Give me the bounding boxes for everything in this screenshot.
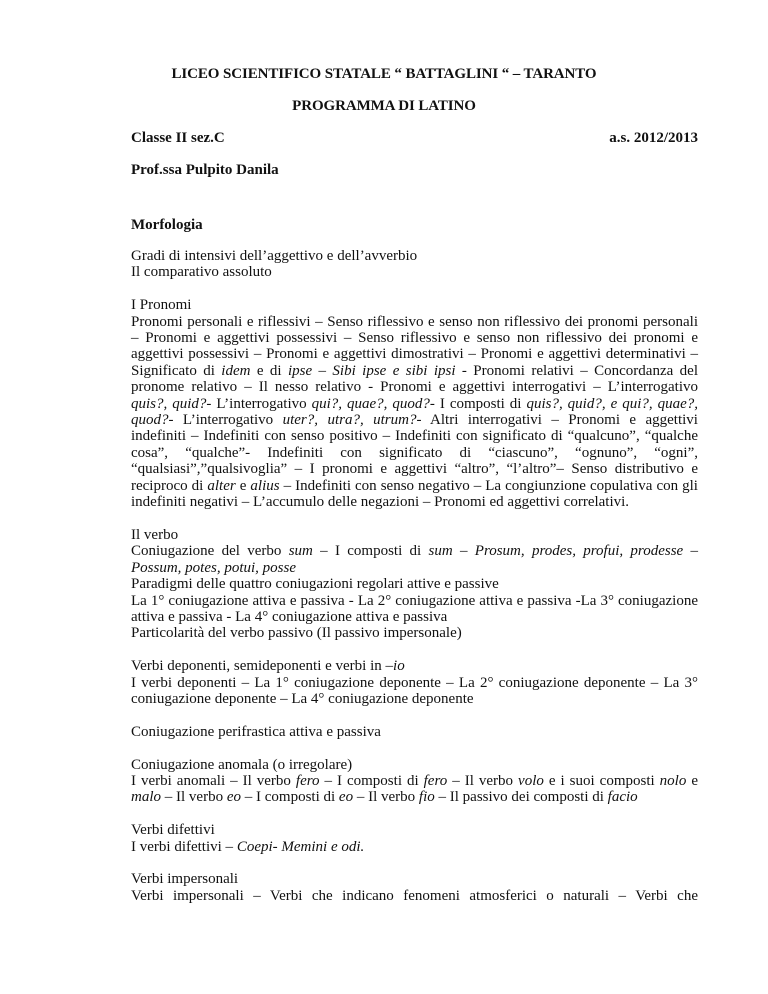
block-impersonali xyxy=(131,871,698,904)
latin-term: idem xyxy=(221,362,251,379)
latin-term: uter?, utra?, utrum? xyxy=(282,412,417,429)
text: - L’interrogativo xyxy=(168,412,283,429)
pronomi-heading: I Pronomi xyxy=(131,297,192,314)
text: Verbi deponenti, semideponenti e verbi in xyxy=(131,658,386,675)
latin-term: fio xyxy=(418,789,435,806)
text: Coniugazione del verbo xyxy=(131,543,289,560)
text: – Il verbo xyxy=(447,772,519,789)
latin-term: ipse – Sibi ipse e sibi ipsi xyxy=(287,362,456,379)
perifrastica-line: Coniugazione perifrastica attiva e passiva xyxy=(131,723,381,740)
text: - I composti di xyxy=(429,395,527,412)
text: – I composti di xyxy=(312,543,429,560)
block-difettivi xyxy=(131,822,698,855)
anomala-heading: Coniugazione anomala (o irregolare) xyxy=(131,756,353,773)
latin-term: malo xyxy=(131,789,161,806)
impersonali-heading: Verbi impersonali xyxy=(131,871,239,888)
latin-term: quis?, quid?, e qui?, quae?, quod? xyxy=(131,395,699,429)
text: - Altri interrogativi – Pronomi e aggettivi indefiniti – Indefiniti con senso positivo – Indefiniti con significato di “qualcuno”, “qualche cosa”, “qualche”- Indefiniti con significato di “ciascuno”, “ognuno”, “ogni”, “qualsiasi”,”qualsivoglia” – I pronomi e aggettivi “altro”, “l’altro”– Senso distributivo e reciproco di xyxy=(131,412,698,494)
text: e di xyxy=(250,362,288,379)
latin-term: alius xyxy=(250,477,280,494)
verbo-particolarita: Particolarità del verbo passivo (Il passivo impersonale) xyxy=(131,625,462,642)
anomala-body xyxy=(131,773,698,806)
pronomi-body xyxy=(131,314,698,511)
deponenti-heading xyxy=(131,658,698,674)
block-anomala xyxy=(131,757,698,806)
latin-term: eo xyxy=(226,789,241,806)
latin-term: volo xyxy=(518,772,544,789)
section-title: Morfologia xyxy=(131,217,203,233)
text: e xyxy=(235,477,251,494)
block-verbo xyxy=(131,527,698,642)
latin-term: Coepi- Memini e odi. xyxy=(236,838,365,855)
latin-term: fero xyxy=(423,772,448,789)
verbo-sum xyxy=(131,543,698,576)
text: – Il verbo xyxy=(353,789,419,806)
text: – I composti di xyxy=(319,772,424,789)
block-pronomi xyxy=(131,297,698,510)
latin-term: eo xyxy=(338,789,354,806)
verbo-coniugazioni: La 1° coniugazione attiva e passiva - La 2° coniugazione attiva e passiva -La 3° coniugazione attiva e passiva - La 4° coniugazione attiva e passiva xyxy=(131,592,698,625)
latin-term: fero xyxy=(295,772,320,789)
text: – Indefiniti con senso negativo – La congiunzione copulativa con gli indefiniti negativi – L’accumulo delle negazioni – Pronomi ed aggettivi correlativi. xyxy=(131,477,698,511)
difettivi-heading: Verbi difettivi xyxy=(131,822,215,839)
text: – Il passivo dei composti di xyxy=(434,789,608,806)
verbo-paradigmi: Paradigmi delle quattro coniugazioni regolari attive e passive xyxy=(131,576,499,593)
text: e i suoi composti xyxy=(543,772,660,789)
class-year-row xyxy=(131,130,698,147)
gradi-line-2: Il comparativo assoluto xyxy=(131,264,272,281)
text: – Il verbo xyxy=(161,789,227,806)
document-body xyxy=(131,248,698,921)
text: - L’interrogativo xyxy=(206,395,312,412)
latin-term: nolo xyxy=(659,772,687,789)
block-deponenti xyxy=(131,658,698,707)
teacher-name: Prof.ssa Pulpito Danila xyxy=(131,162,279,178)
latin-term: –io xyxy=(385,658,405,675)
block-gradi xyxy=(131,248,698,281)
school-title: LICEO SCIENTIFICO STATALE “ BATTAGLINI “ – TARANTO xyxy=(171,66,597,82)
latin-term: facio xyxy=(607,789,638,806)
latin-term: quis?, quid? xyxy=(131,395,207,412)
impersonali-body: Verbi impersonali – Verbi che indicano fenomeni atmosferici o naturali – Verbi che xyxy=(131,887,698,904)
latin-term: sum – Prosum, prodes, profui, prodesse – Possum, potes, potui, posse xyxy=(131,543,698,576)
latin-term: qui?, quae?, quod? xyxy=(311,395,430,412)
difettivi-body xyxy=(131,839,698,855)
block-perifrastica xyxy=(131,724,698,740)
text: - Pronomi relativi – Concordanza del pronome relativo – Il nesso relativo - Pronomi e aggettivi interrogativi – L’interrogativo xyxy=(131,362,698,396)
latin-term: sum xyxy=(288,543,313,560)
text: I verbi anomali – Il verbo xyxy=(131,772,296,789)
text: e xyxy=(686,772,698,789)
deponenti-body: I verbi deponenti – La 1° coniugazione deponente – La 2° coniugazione deponente – La 3° coniugazione deponente – La 4° coniugazione deponente xyxy=(131,674,698,707)
verbo-heading: Il verbo xyxy=(131,526,179,543)
gradi-line-1: Gradi di intensivi dell’aggettivo e dell’avverbio xyxy=(131,248,418,264)
text: Pronomi personali e riflessivi – Senso riflessivo e senso non riflessivo dei pronomi personali – Pronomi e aggettivi possessivi – Senso riflessivo e senso non riflessivo dei pronomi e aggettivi possessivi – Pronomi e aggettivi dimostrativi – Pronomi e aggettivi determinativi – Significato di xyxy=(131,313,698,379)
program-title: PROGRAMMA DI LATINO xyxy=(292,98,476,114)
latin-term: alter xyxy=(207,477,236,494)
text: – I composti di xyxy=(241,789,339,806)
class-label: Classe II sez.C xyxy=(131,130,225,146)
school-year-label: a.s. 2012/2013 xyxy=(609,130,698,146)
text: I verbi difettivi – xyxy=(131,838,237,855)
